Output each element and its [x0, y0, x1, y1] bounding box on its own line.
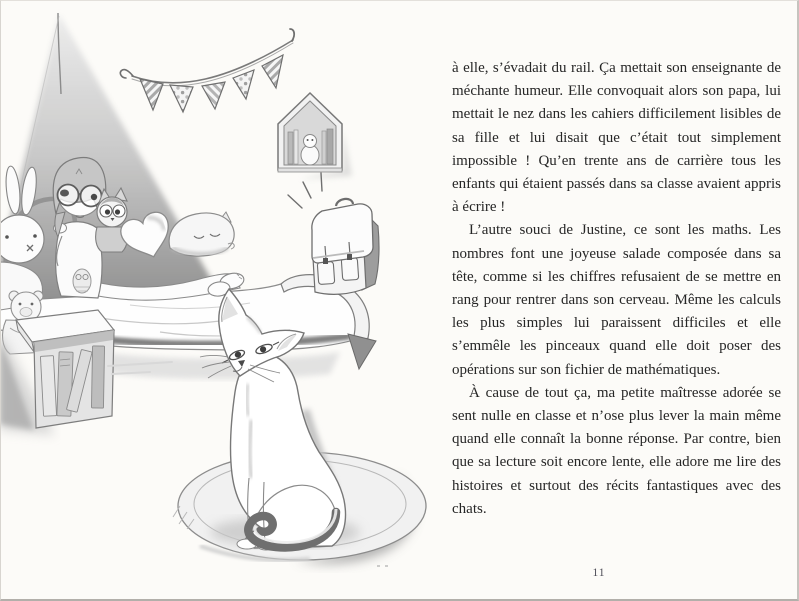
- paragraph: L’autre souci de Justine, ce sont les maths. Les nombres font une joyeuse salade composée dans sa tête, comme si les chiffres refusaient de se mettre en rang pour rentrer dans son cerveau. Même les calculs les plus simples lui paraissent difficiles et elle s’emmêle les pinceaux quand elle doit poser des opérations sur son fichier de mathématiques.: [452, 222, 781, 378]
- page-number: 11: [592, 567, 606, 579]
- house-shelf-illustration: [278, 93, 352, 179]
- paragraph: à elle, s’évadait du rail. Ça mettait son enseignante de méchante humeur. Elle convoquait alors son papa, lui mettait le nez dans les cahiers difficilement lisibles de sa fille et lui disait que c’était tout simplement impossible ! Qu’en trente ans de carrière tous les enfants qui étaient passés dans sa classe avaient appris à écrire !: [452, 60, 781, 216]
- sleeping-cat-plush-illustration: [169, 212, 234, 256]
- paragraph: À cause de tout ça, ma petite maîtresse adorée se sent nulle en classe et n’ose plus lever la main même quand elle connaît la bonne réponse. Par contre, bien que sa lecture soit encore lente, elle adore me lire des histoires et surtout des récits fantastiques avec des chats.: [452, 384, 781, 517]
- plush-cat-illustration: [96, 188, 128, 252]
- bunting-garland-illustration: [120, 29, 294, 112]
- page-text: [452, 57, 781, 521]
